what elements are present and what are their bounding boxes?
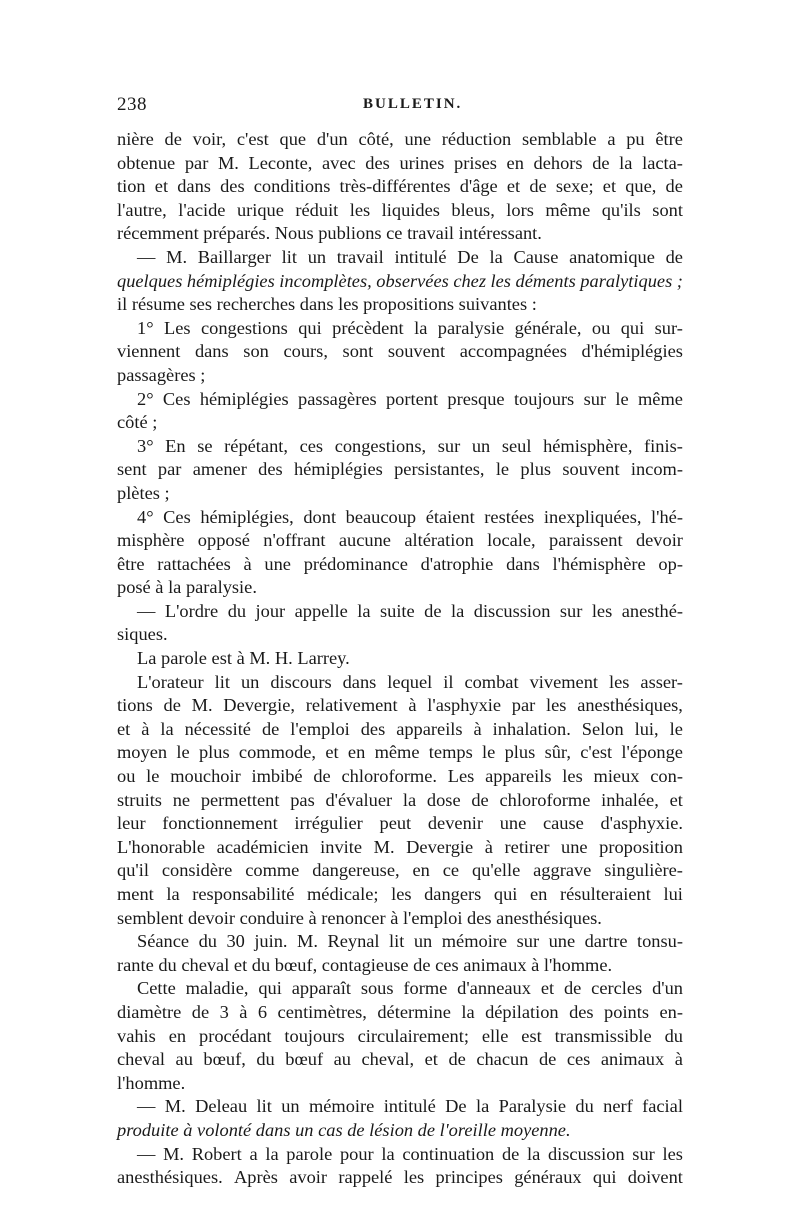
page-number: 238: [117, 94, 147, 115]
text-line: récemment préparés. Nous publions ce travail intéressant.: [117, 223, 542, 244]
text-line: moyen le plus commode, et en même temps le plus sûr, c'est l'éponge: [117, 742, 683, 763]
text-line: diamètre de 3 à 6 centimètres, détermine la dépilation des points en-: [117, 1001, 683, 1022]
text-line: Cette maladie, qui apparaît sous forme d'anneaux et de cercles d'un: [137, 978, 683, 999]
text-line: siques.: [117, 624, 168, 645]
text-line: produite à volonté dans un cas de lésion de l'oreille moyenne.: [117, 1119, 571, 1140]
text-line: viennent dans son cours, sont souvent accompagnées d'hémiplégies: [117, 341, 683, 362]
text-line: anesthésiques. Après avoir rappelé les principes généraux qui doivent: [117, 1167, 683, 1188]
text-line: semblent devoir conduire à renoncer à l'emploi des anesthésiques.: [117, 907, 602, 928]
text-line: struits ne permettent pas d'évaluer la dose de chloroforme inhalée, et: [117, 789, 683, 810]
text-line: 2° Ces hémiplégies passagères portent presque toujours sur le même: [137, 388, 683, 409]
text-line: obtenue par M. Leconte, avec des urines prises en dehors de la lacta-: [117, 152, 683, 173]
text-line: La parole est à M. H. Larrey.: [137, 648, 350, 669]
text-line: sent par amener des hémiplégies persistantes, le plus souvent incom-: [117, 459, 683, 480]
text-line: 1° Les congestions qui précèdent la paralysie générale, ou qui sur-: [137, 317, 683, 338]
text-line: — M. Baillarger lit un travail intitulé De la Cause anatomique de: [137, 246, 683, 267]
text-line: nière de voir, c'est que d'un côté, une réduction semblable a pu être: [117, 129, 683, 149]
text-line: misphère opposé n'offrant aucune altération locale, paraissent devoir: [117, 530, 683, 551]
text-line: leur fonctionnement irrégulier peut devenir une cause d'asphyxie.: [117, 813, 683, 834]
text-line: cheval au bœuf, du bœuf au cheval, et de chacun de ces animaux à: [117, 1049, 683, 1070]
text-line: — M. Robert a la parole pour la continuation de la discussion sur les: [137, 1143, 683, 1164]
text-line: qu'il considère comme dangereuse, en ce qu'elle aggrave singulière-: [117, 860, 683, 881]
text-line: l'autre, l'acide urique réduit les liquides bleus, lors même qu'ils sont: [117, 199, 683, 220]
running-title: BULLETIN.: [363, 96, 463, 112]
text-line: 4° Ces hémiplégies, dont beaucoup étaient restées inexpliquées, l'hé-: [137, 506, 683, 527]
text-line: — L'ordre du jour appelle la suite de la discussion sur les anesthé-: [137, 600, 683, 621]
text-line: plètes ;: [117, 482, 170, 503]
text-line: L'honorable académicien invite M. Devergie à retirer une proposition: [117, 836, 683, 857]
text-line: l'homme.: [117, 1072, 186, 1093]
text-line: quelques hémiplégies incomplètes, observées chez les déments paralytiques ;: [117, 270, 683, 291]
text-line: Séance du 30 juin. M. Reynal lit un mémoire sur une dartre tonsu-: [137, 931, 683, 952]
text-line: ment la responsabilité médicale; les dangers qui en résulteraient lui: [117, 884, 683, 904]
text-line: et à la nécessité de l'emploi des appareils à inhalation. Selon lui, le: [117, 718, 683, 739]
text-line: il résume ses recherches dans les propositions suivantes :: [117, 294, 537, 315]
text-line: L'orateur lit un discours dans lequel il combat vivement les asser-: [137, 671, 683, 692]
text-line: passagères ;: [117, 364, 206, 385]
text-line: vahis en procédant toujours circulairement; elle est transmissible du: [117, 1025, 683, 1046]
page-header: [117, 94, 683, 122]
text-line: 3° En se répétant, ces congestions, sur un seul hémisphère, finis-: [137, 435, 683, 456]
text-line: posé à la paralysie.: [117, 577, 257, 598]
text-line: côté ;: [117, 412, 158, 433]
text-line: — M. Deleau lit un mémoire intitulé De la Paralysie du nerf facial: [137, 1096, 683, 1117]
text-line: tions de M. Devergie, relativement à l'asphyxie par les anesthésiques,: [117, 695, 683, 716]
body-text: [117, 128, 683, 1190]
text-line: ou le mouchoir imbibé de chloroforme. Les appareils les mieux con-: [117, 766, 683, 787]
text-line: rante du cheval et du bœuf, contagieuse de ces animaux à l'homme.: [117, 954, 613, 975]
text-line: tion et dans des conditions très-différentes d'âge et de sexe; et que, de: [117, 176, 683, 197]
text-line: être rattachées à une prédominance d'atrophie dans l'hémisphère op-: [117, 553, 683, 574]
